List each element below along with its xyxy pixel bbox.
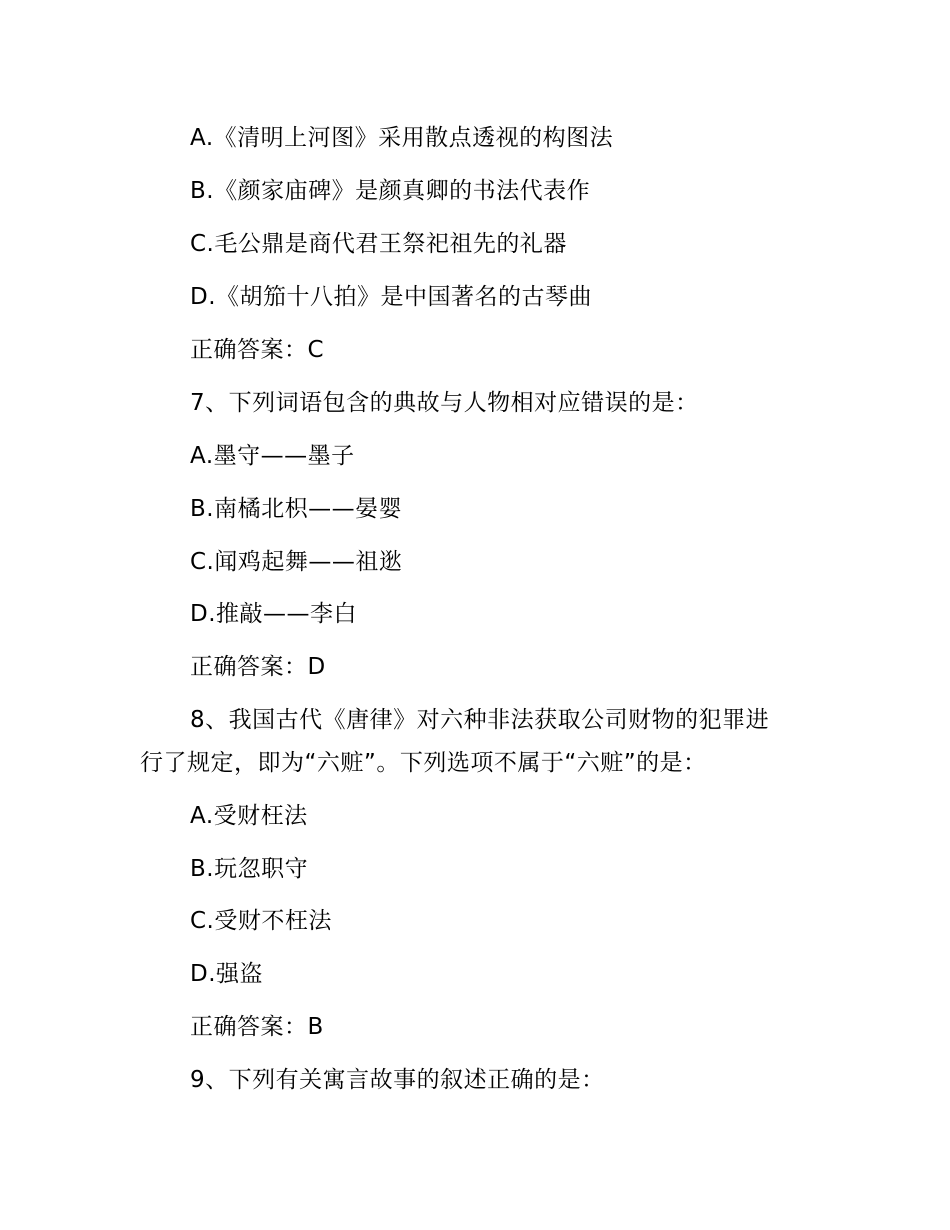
q8-stem-line2: 行了规定，即为“六赃”。下列选项不属于“六赃”的是： xyxy=(140,750,707,776)
q7-answer: 正确答案：D xyxy=(190,654,326,680)
q8-option-d: D.强盗 xyxy=(190,961,264,987)
q7-option-b: B.南橘北枳——晏婴 xyxy=(190,496,403,522)
q8-answer: 正确答案：B xyxy=(190,1014,324,1040)
q8-option-c: C.受财不枉法 xyxy=(190,908,332,934)
q6-option-c: C.毛公鼎是商代君王祭祀祖先的礼器 xyxy=(190,231,567,257)
q7-option-c: C.闻鸡起舞——祖逖 xyxy=(190,549,403,575)
q7-option-a: A.墨守——墨子 xyxy=(190,443,355,469)
q8-option-b: B.玩忽职守 xyxy=(190,856,309,882)
q6-option-a: A.《清明上河图》采用散点透视的构图法 xyxy=(190,125,614,151)
q7-option-d: D.推敲——李白 xyxy=(190,601,358,627)
q6-answer: 正确答案：C xyxy=(190,337,325,363)
q8-option-a: A.受财枉法 xyxy=(190,803,308,829)
q9-stem: 9、下列有关寓言故事的叙述正确的是： xyxy=(190,1067,605,1093)
q8-stem-line1: 8、我国古代《唐律》对六种非法获取公司财物的犯罪进 xyxy=(190,707,770,733)
q6-option-b: B.《颜家庙碑》是颜真卿的书法代表作 xyxy=(190,178,591,204)
q7-stem: 7、下列词语包含的典故与人物相对应错误的是： xyxy=(190,390,699,416)
q6-option-d: D.《胡笳十八拍》是中国著名的古琴曲 xyxy=(190,284,593,310)
